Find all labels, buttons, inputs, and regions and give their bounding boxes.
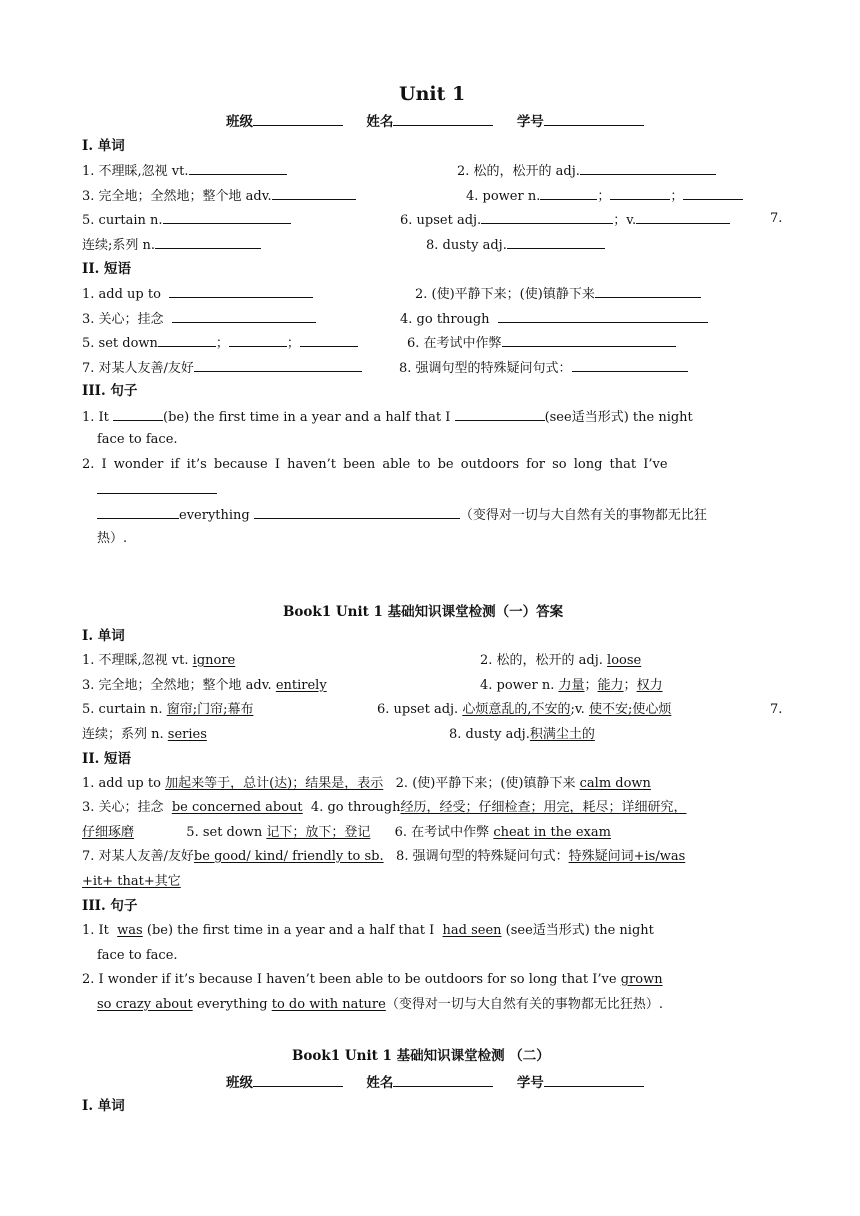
answer-blank[interactable] <box>254 504 460 519</box>
sentence-text: 1. It <box>82 923 109 938</box>
word-prompt: 4. power n. <box>466 189 541 204</box>
answer-text: was <box>117 923 143 938</box>
word-prompt: 8. dusty adj. <box>449 727 530 742</box>
answer-text: 经历，经受；仔细检查；用完，耗尽；详细研究， <box>400 800 687 815</box>
answer-blank[interactable] <box>229 332 287 347</box>
answer-text: be good/ kind/ friendly to sb. <box>193 849 384 864</box>
word-prompt: 4. power n. <box>480 678 555 693</box>
answer-blank[interactable] <box>300 332 358 347</box>
word-answer-item: 4. power n. 力量；能力；权力 <box>480 678 663 693</box>
word-item <box>457 160 716 180</box>
sentence-text: everything <box>196 997 268 1012</box>
answer-text: calm down <box>579 776 651 791</box>
phrase-item <box>400 308 708 328</box>
section-sentences-heading: III. 句子 <box>82 898 138 914</box>
answer-text: cheat in the exam <box>493 825 611 840</box>
word-item <box>82 234 261 254</box>
word-prompt: 8. dusty adj. <box>426 238 507 253</box>
answer-blank[interactable] <box>610 185 670 200</box>
name-blank[interactable] <box>393 1072 493 1087</box>
phrase-prompt: 2. (使)平静下来；(使)镇静下来 <box>415 287 595 302</box>
name-label: 姓名 <box>366 1075 394 1091</box>
word-prompt: 6. upset adj. <box>377 702 459 717</box>
word-prompt: 2. 松的，松开的 adj. <box>480 653 603 668</box>
answer-blank[interactable] <box>455 406 545 421</box>
sentence-text: 2. I wonder if it’s because I haven’t been able to be outdoors for so long that I’ve <box>82 972 617 987</box>
answer-text: 能力 <box>597 678 624 693</box>
phrase-item <box>415 283 701 303</box>
answer-text: be concerned about <box>171 800 303 815</box>
word-answer-item <box>82 676 327 696</box>
answer-text: 心烦意乱的,不安的 <box>462 702 571 717</box>
phrase-prompt: 6. 在考试中作弊 <box>407 336 502 351</box>
word-item: 4. power n. ； ； <box>466 185 743 205</box>
answer-blank[interactable] <box>113 406 163 421</box>
sentence-item: 2. I wonder if it’s because I haven’t been able to be outdoors for so long that I’ve <box>82 457 668 472</box>
word-prompt: ;v. <box>570 702 585 717</box>
phrase-item <box>82 357 362 377</box>
answer-text: 窗帘;门帘;幕布 <box>166 702 254 717</box>
phrase-prompt: 8. 强调句型的特殊疑问句式： <box>396 849 569 864</box>
number-label: 学号 <box>516 114 544 130</box>
answer-text: entirely <box>275 678 327 693</box>
answer-text: 积满尘土的 <box>529 727 595 742</box>
sentence-text: everything <box>179 508 250 523</box>
answer-text: 加起来等于，总计(达)；结果是，表示 <box>165 776 384 791</box>
word-answer-item <box>377 700 671 720</box>
word-prompt: 3. 完全地；全然地；整个地 adv. <box>82 678 272 693</box>
name-blank[interactable] <box>393 111 493 126</box>
word-item <box>82 209 291 229</box>
quiz-two-title: Book1 Unit 1 基础知识课堂检测 （二） <box>292 1048 550 1064</box>
class-blank[interactable] <box>253 111 343 126</box>
word-answer-item <box>82 651 235 671</box>
answer-text: had seen <box>442 923 502 938</box>
section-phrases-heading: II. 短语 <box>82 261 132 277</box>
sentence-text: 热）. <box>97 531 128 546</box>
unit-title: Unit 1 <box>399 83 466 105</box>
answer-blank[interactable] <box>172 308 316 323</box>
phrase-prompt: 2. (使)平静下来；(使)镇静下来 <box>395 776 576 791</box>
phrase-item <box>399 357 688 377</box>
word-prompt: 连续;系列 n. <box>82 238 156 253</box>
answer-text: 权力 <box>636 678 663 693</box>
answer-blank[interactable] <box>498 308 708 323</box>
answer-blank[interactable] <box>636 209 730 224</box>
sentence-text: face to face. <box>97 432 178 447</box>
answer-blank-line[interactable] <box>97 479 217 499</box>
answer-text: 记下；放下；登记 <box>266 825 371 840</box>
answer-text: grown <box>620 972 663 987</box>
sentence-text: (see适当形式) the night <box>505 923 654 938</box>
answer-text: 力量 <box>558 678 585 693</box>
sentence-answer-item <box>97 995 663 1015</box>
phrase-item <box>82 283 313 303</box>
word-answer-item <box>82 700 253 720</box>
answer-blank[interactable] <box>97 504 179 519</box>
sentence-answer-item <box>82 921 654 941</box>
answer-text: ignore <box>192 653 236 668</box>
answer-blank[interactable] <box>272 185 356 200</box>
answer-blank[interactable] <box>683 185 743 200</box>
word-number: 7. <box>770 702 783 717</box>
word-prompt: 6. upset adj. <box>400 213 482 228</box>
word-prompt: 5. curtain n. <box>82 213 163 228</box>
answer-blank[interactable] <box>194 357 362 372</box>
word-prompt: 5. curtain n. <box>82 702 163 717</box>
answer-text: 特殊疑问词+is/was <box>568 849 686 864</box>
answer-blank[interactable] <box>481 209 613 224</box>
number-blank[interactable] <box>544 1072 644 1087</box>
phrase-prompt: 1. add up to <box>82 776 161 791</box>
word-item <box>426 234 605 254</box>
answer-blank[interactable] <box>169 283 313 298</box>
word-prompt: 连续；系列 n. <box>82 727 164 742</box>
phrase-prompt: 5. set down <box>82 336 158 351</box>
answer-text: 使不安;使心烦 <box>588 702 672 717</box>
sentence-text: (be) the first time in a year and a half that I <box>163 410 451 425</box>
answer-blank[interactable] <box>595 283 701 298</box>
phrase-item <box>82 308 316 328</box>
phrase-answer-item <box>82 823 611 843</box>
phrase-prompt: 7. 对某人友善/友好 <box>82 849 194 864</box>
phrase-item: 5. set down ； ； <box>82 332 358 352</box>
answer-blank[interactable] <box>155 234 261 249</box>
answer-text: 仔细琢磨 <box>82 825 135 840</box>
phrase-answer-item <box>82 774 651 794</box>
phrase-prompt: 7. 对某人友善/友好 <box>82 361 194 376</box>
number-label: 学号 <box>516 1075 544 1091</box>
section-words-heading: I. 单词 <box>82 1098 125 1114</box>
word-answer-item <box>449 725 595 745</box>
word-item <box>82 185 356 205</box>
phrase-prompt: 8. 强调句型的特殊疑问句式： <box>399 361 572 376</box>
word-prompt: 1. 不理睬,忽视 vt. <box>82 653 189 668</box>
phrase-answer-item <box>82 847 685 867</box>
phrase-prompt: 4. go through <box>400 312 490 327</box>
answer-blank[interactable] <box>507 234 605 249</box>
sentence-text: 1. It <box>82 410 109 425</box>
phrase-item <box>407 332 676 352</box>
word-prompt: 3. 完全地；全然地；整个地 adv. <box>82 189 272 204</box>
word-answer-item <box>82 725 207 745</box>
answer-blank[interactable] <box>540 185 597 200</box>
answers-title: Book1 Unit 1 基础知识课堂检测（一）答案 <box>283 604 564 620</box>
phrase-prompt: 3. 关心；挂念 <box>82 312 164 327</box>
answer-blank[interactable] <box>189 160 287 175</box>
sentence-answer-item <box>82 970 663 990</box>
answer-blank[interactable] <box>158 332 216 347</box>
sentence-text: face to face. <box>97 948 178 963</box>
class-label: 班级 <box>226 1075 253 1091</box>
sentence-item <box>97 504 707 524</box>
word-prompt: 1. 不理睬,忽视 vt. <box>82 164 189 179</box>
name-label: 姓名 <box>366 114 394 130</box>
answer-blank[interactable] <box>572 357 688 372</box>
sentence-text: （变得对一切与大自然有关的事物都无比狂 <box>459 508 707 523</box>
section-words-heading: I. 单词 <box>82 628 125 644</box>
student-info-row <box>226 111 644 131</box>
phrase-prompt: 6. 在考试中作弊 <box>394 825 490 840</box>
student-info-row <box>226 1072 644 1092</box>
answer-text: series <box>167 727 207 742</box>
word-number: 7. <box>770 211 783 226</box>
answer-blank[interactable] <box>163 209 291 224</box>
answer-text: to do with nature <box>271 997 386 1012</box>
word-prompt: ；v. <box>613 213 637 228</box>
number-blank[interactable] <box>544 111 644 126</box>
answer-text: loose <box>607 653 642 668</box>
sentence-text: (see适当形式) the night <box>544 410 693 425</box>
phrase-prompt: 3. 关心；挂念 <box>82 800 164 815</box>
sentence-item <box>82 406 693 426</box>
word-item <box>400 209 730 229</box>
class-blank[interactable] <box>253 1072 343 1087</box>
phrase-answer-item <box>82 872 181 892</box>
answer-text: +it+ that+其它 <box>82 874 181 889</box>
word-answer-item <box>480 651 641 671</box>
section-phrases-heading: II. 短语 <box>82 751 132 767</box>
word-prompt: 2. 松的，松开的 adj. <box>457 164 580 179</box>
phrase-prompt: 1. add up to <box>82 287 161 302</box>
answer-blank[interactable] <box>502 332 676 347</box>
word-item <box>82 160 287 180</box>
answer-text: so crazy about <box>97 997 193 1012</box>
answer-blank[interactable] <box>580 160 716 175</box>
phrase-prompt: 5. set down <box>186 825 263 840</box>
phrase-prompt: 4. go through <box>310 800 401 815</box>
section-words-heading: I. 单词 <box>82 138 125 154</box>
section-sentences-heading: III. 句子 <box>82 383 138 399</box>
class-label: 班级 <box>226 114 253 130</box>
sentence-text: (be) the first time in a year and a half that I <box>146 923 435 938</box>
sentence-text: （变得对一切与大自然有关的事物都无比狂热）. <box>385 997 663 1012</box>
phrase-answer-item <box>82 798 686 818</box>
